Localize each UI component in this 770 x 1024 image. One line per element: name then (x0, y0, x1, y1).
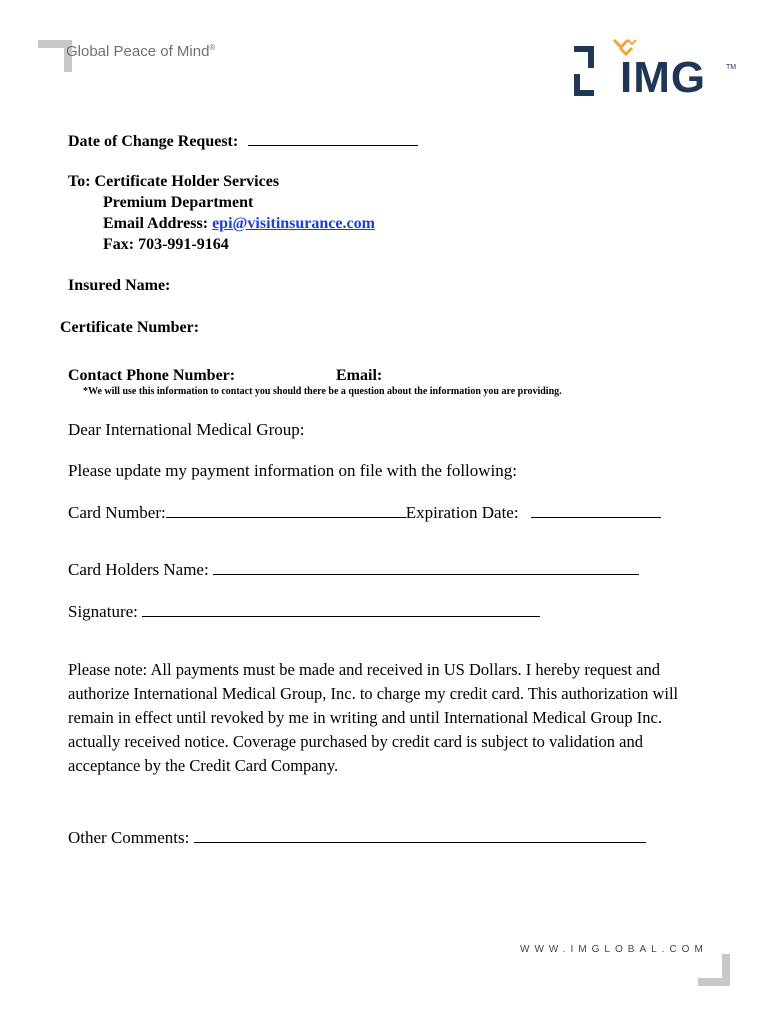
fax-line: Fax: 703-991-9164 (103, 236, 229, 253)
card-number-field[interactable] (166, 503, 406, 518)
other-comments-label: Other Comments: (68, 828, 190, 847)
expiration-field[interactable] (531, 503, 661, 518)
department: Premium Department (103, 194, 254, 211)
to-line: To: Certificate Holder Services (68, 173, 280, 190)
card-holder-label: Card Holders Name: (68, 560, 209, 579)
expiration-label: Expiration Date: (405, 503, 519, 522)
signature-row (68, 602, 540, 622)
authorization-paragraph: Please note: All payments must be made and received in US Dollars. I hereby request and authorize International Medical Group, Inc. to charge my credit card. This authorization will remain in effect until revoked by me in writing and until International Medical Group Inc. actually received notice. Coverage purchased by credit card is subject to validation and acceptance by the Credit Card Company. (68, 660, 679, 775)
other-comments-field[interactable] (194, 828, 646, 843)
email-address-row (103, 215, 375, 233)
other-comments-row (68, 828, 646, 848)
contact-email-label: Email: (336, 367, 383, 384)
certificate-number-label: Certificate Number: (60, 319, 200, 336)
card-number-label: Card Number: (68, 503, 166, 522)
date-of-change-row (68, 131, 418, 151)
contact-phone-label: Contact Phone Number: (68, 367, 236, 384)
date-field[interactable] (248, 131, 418, 146)
request-line: Please update my payment information on file with the following: (68, 461, 517, 480)
signature-label: Signature: (68, 602, 138, 621)
tagline: Global Peace of Mind® (66, 43, 216, 60)
img-logo (570, 36, 740, 106)
insured-name-label: Insured Name: (68, 277, 171, 294)
registered-mark: ® (209, 43, 216, 52)
card-number-row (68, 503, 661, 523)
email-link[interactable]: epi@visitinsurance.com (212, 215, 375, 232)
card-holder-field[interactable] (213, 560, 639, 575)
trademark: TM (726, 64, 737, 71)
salutation: Dear International Medical Group: (68, 420, 305, 439)
footer-website: WWW.IMGLOBAL.COM (520, 944, 708, 955)
date-label: Date of Change Request: (68, 133, 239, 150)
logo-wordmark: IMG (620, 53, 707, 102)
email-address-label: Email Address: (103, 215, 209, 232)
corner-bracket-bottom-right-vertical (722, 954, 730, 986)
contact-note: *We will use this information to contact you should there be a question about the information you are providing. (83, 386, 562, 397)
card-holder-row (68, 560, 639, 580)
signature-field[interactable] (142, 602, 540, 617)
